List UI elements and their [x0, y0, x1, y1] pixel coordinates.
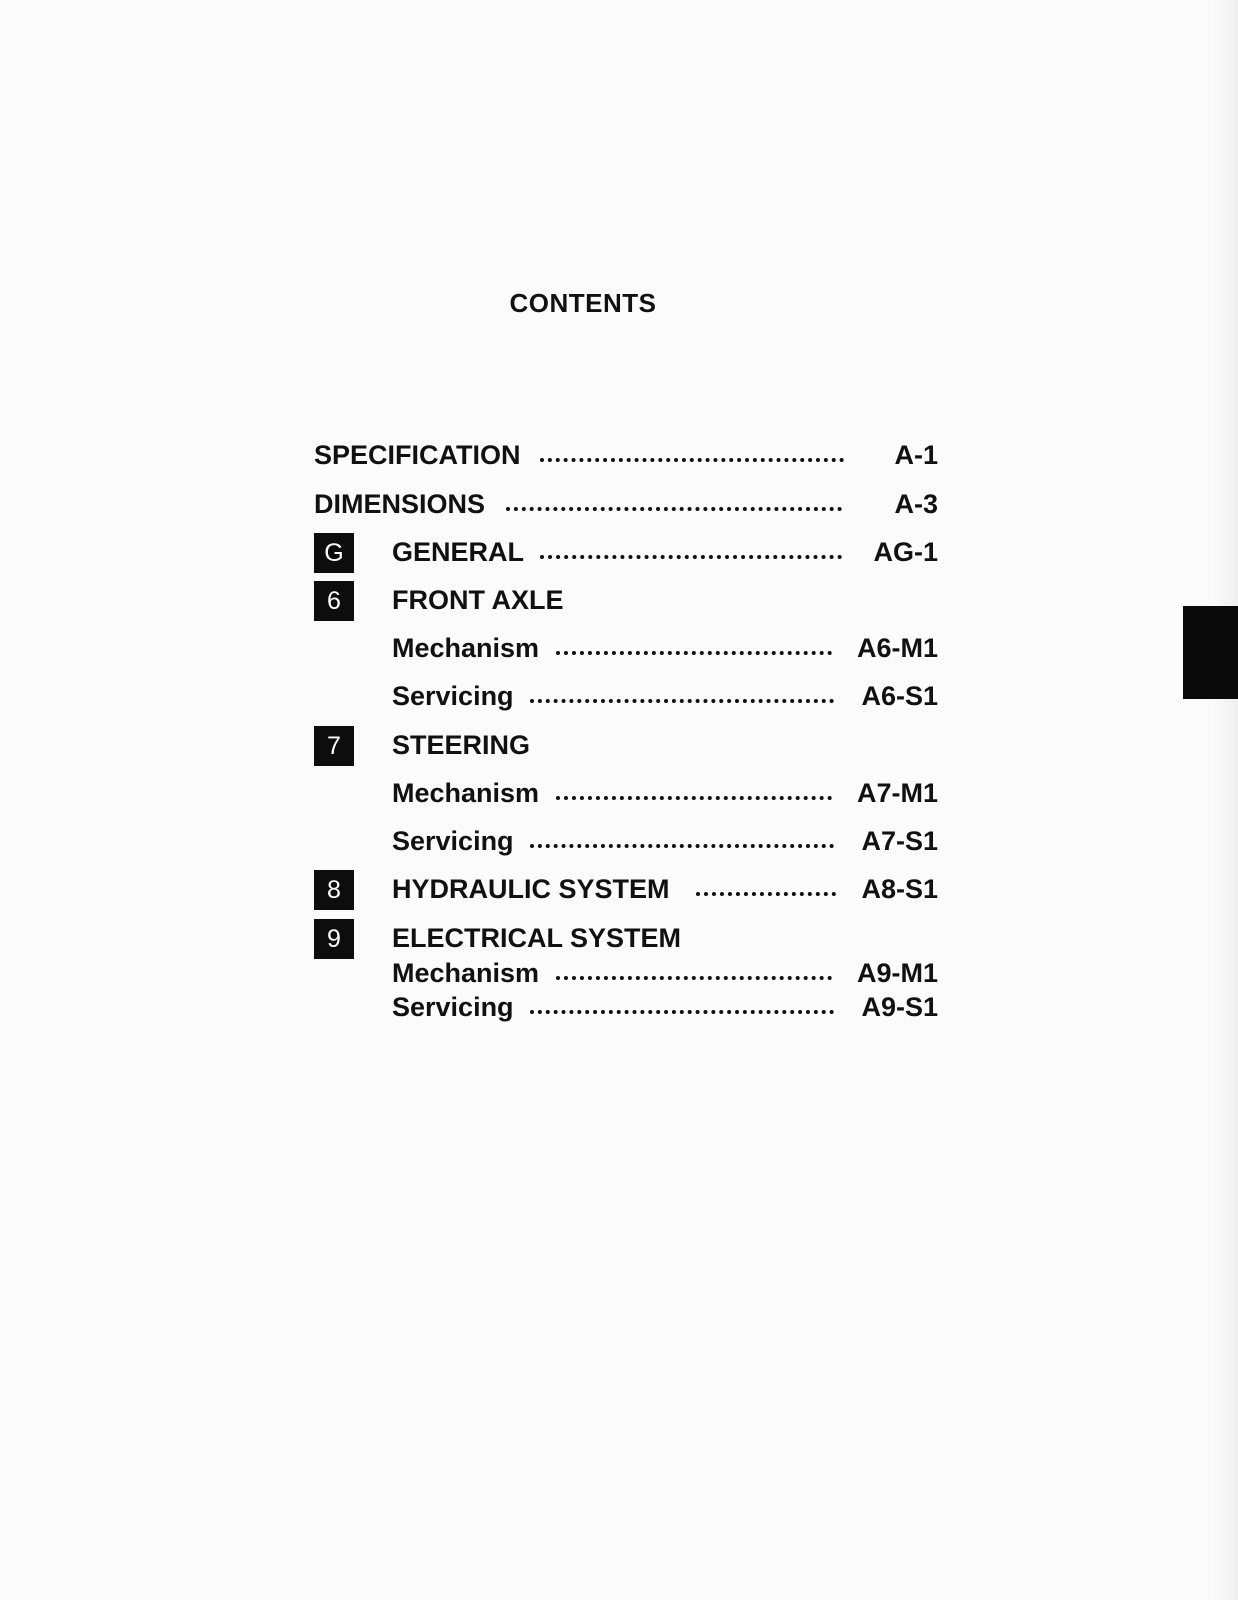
toc-entry-label: Mechanism: [392, 778, 540, 808]
toc-entry-electrical-mechanism[interactable]: [314, 956, 938, 992]
dot-leader: [530, 838, 834, 848]
toc-entry-label: GENERAL: [392, 537, 525, 567]
page-edge-shadow: [1212, 0, 1238, 1600]
section-badge-7: 7: [314, 726, 354, 766]
dot-leader: [556, 645, 832, 655]
toc-section-front-axle[interactable]: [314, 583, 938, 619]
dot-leader: [506, 501, 842, 511]
toc-entry-label: Servicing: [392, 826, 514, 856]
toc-entry-label: SPECIFICATION: [314, 440, 521, 470]
toc-entry-steering-mechanism[interactable]: [314, 776, 938, 812]
toc-entry-label: Mechanism: [392, 958, 540, 988]
dot-leader: [540, 549, 842, 559]
toc-page-ref: AG-1: [873, 537, 938, 567]
section-badge-6: 6: [314, 581, 354, 621]
toc-entry-steering-servicing[interactable]: [314, 824, 938, 860]
toc-entry-front-axle-servicing[interactable]: [314, 679, 938, 715]
dot-leader: [530, 1004, 834, 1014]
toc-entry-general[interactable]: [314, 535, 938, 571]
toc-section-electrical-system[interactable]: [314, 921, 938, 957]
toc-page-ref: A6-S1: [861, 681, 938, 711]
toc-section-steering[interactable]: [314, 728, 938, 764]
toc-page-ref: A-1: [894, 440, 938, 470]
toc-entry-hydraulic-system[interactable]: [314, 872, 938, 908]
toc-entry-dimensions[interactable]: [314, 487, 938, 523]
dot-leader: [556, 970, 832, 980]
toc-entry-front-axle-mechanism[interactable]: [314, 631, 938, 667]
toc-page-ref: A9-M1: [856, 958, 938, 988]
toc-entry-label: Servicing: [392, 681, 514, 711]
section-tab-marker: [1183, 606, 1238, 699]
toc-page-ref: A9-S1: [861, 992, 938, 1022]
toc-entry-label: Mechanism: [392, 633, 540, 663]
toc-entry-label: HYDRAULIC SYSTEM: [392, 874, 670, 904]
toc-page-ref: A6-M1: [856, 633, 938, 663]
section-badge-g: G: [314, 533, 354, 573]
section-badge-8: 8: [314, 870, 354, 910]
toc-entry-electrical-servicing[interactable]: [314, 990, 938, 1026]
dot-leader: [696, 886, 836, 896]
toc-section-label: STEERING: [392, 730, 531, 760]
dot-leader: [556, 790, 832, 800]
toc-page-ref: A8-S1: [861, 874, 938, 904]
page-title: CONTENTS: [509, 288, 657, 318]
toc-page-ref: A7-S1: [861, 826, 938, 856]
toc-entry-label: Servicing: [392, 992, 514, 1022]
toc-entry-specification[interactable]: [314, 438, 938, 474]
toc-page-ref: A-3: [894, 489, 938, 519]
toc-section-label: ELECTRICAL SYSTEM: [392, 923, 682, 953]
toc-page-ref: A7-M1: [856, 778, 938, 808]
dot-leader: [530, 693, 834, 703]
dot-leader: [540, 452, 844, 462]
section-badge-9: 9: [314, 919, 354, 959]
toc-entry-label: DIMENSIONS: [314, 489, 486, 519]
toc-section-label: FRONT AXLE: [392, 585, 564, 615]
